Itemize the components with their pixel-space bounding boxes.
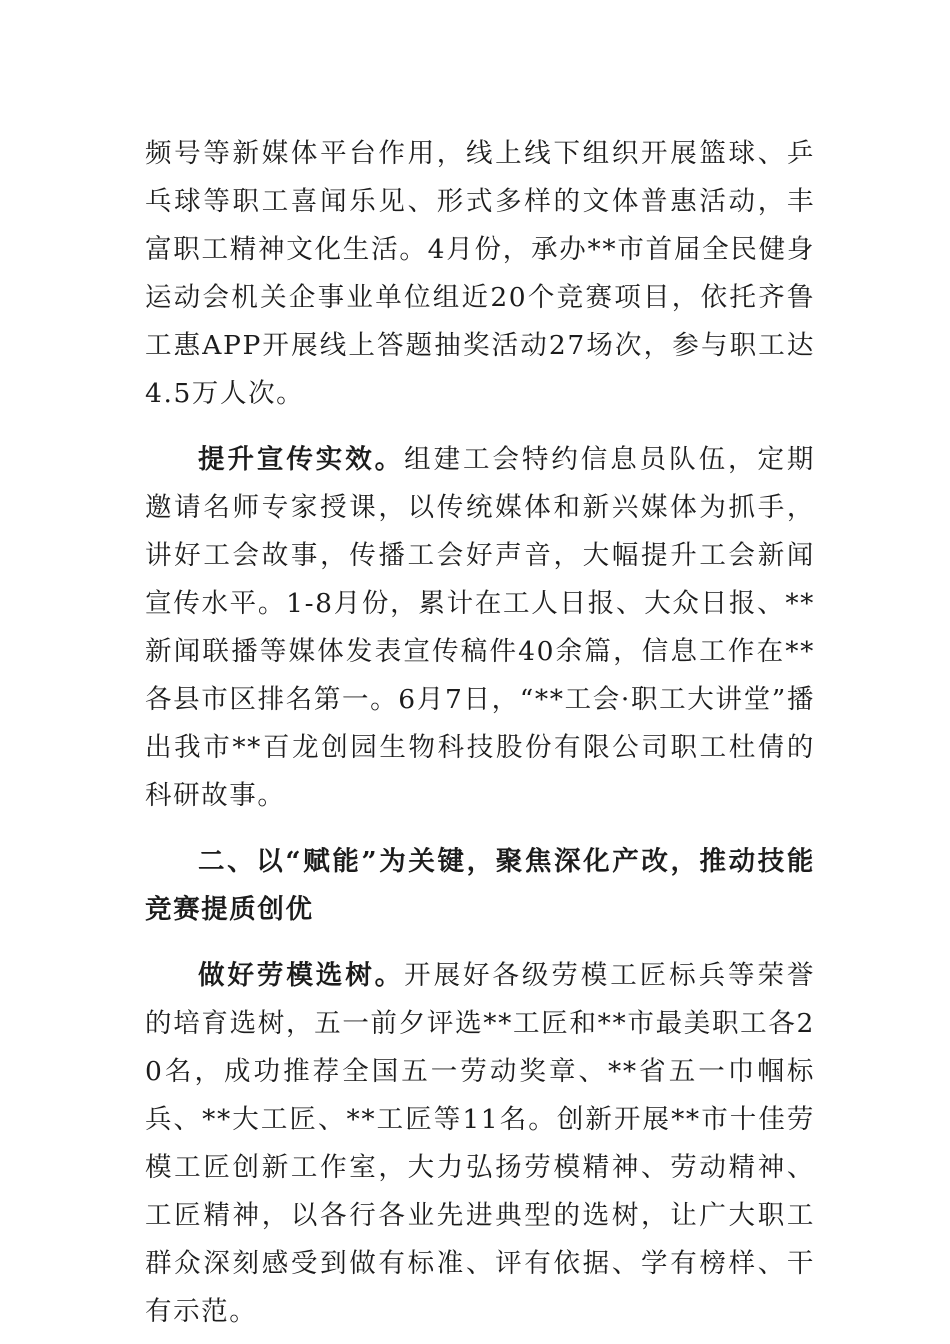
paragraph-publicity <box>145 436 815 820</box>
paragraph-text: 开展好各级劳模工匠标兵等荣誉的培育选树，五一前夕评选**工匠和**市最美职工各20名，成功推荐全国五一劳动奖章、**省五一巾帼标兵、**大工匠、**工匠等11名。创新开展**市十佳劳模工匠创新工作室，大力弘扬劳模精神、劳动精神、工匠精神，以各行各业先进典型的选树，让广大职工群众深刻感受到做有标准、评有依据、学有榜样、干有示范。 <box>145 960 815 1327</box>
paragraph-model-workers <box>145 952 815 1336</box>
paragraph-lead-heading: 提升宣传实效。 <box>198 444 405 475</box>
section-heading-text: 二、以“赋能”为关键，聚焦深化产改，推动技能竞赛提质创优 <box>145 846 815 925</box>
paragraph-lead-heading: 做好劳模选树。 <box>198 960 405 991</box>
document-body <box>145 130 815 1336</box>
section-heading-two <box>145 838 815 934</box>
paragraph-text: 频号等新媒体平台作用，线上线下组织开展篮球、乒乓球等职工喜闻乐见、形式多样的文体普惠活动，丰富职工精神文化生活。4月份，承办**市首届全民健身运动会机关企事业单位组近20个竞赛项目，依托齐鲁工惠APP开展线上答题抽奖活动27场次，参与职工达4.5万人次。 <box>145 138 815 409</box>
paragraph-text: 组建工会特约信息员队伍，定期邀请名师专家授课，以传统媒体和新兴媒体为抓手，讲好工会故事，传播工会好声音，大幅提升工会新闻宣传水平。1-8月份，累计在工人日报、大众日报、**新闻联播等媒体发表宣传稿件40余篇，信息工作在**各县市区排名第一。6月7日，“**工会·职工大讲堂”播出我市**百龙创园生物科技股份有限公司职工杜倩的科研故事。 <box>145 444 815 811</box>
paragraph-cultural-activities <box>145 130 815 418</box>
